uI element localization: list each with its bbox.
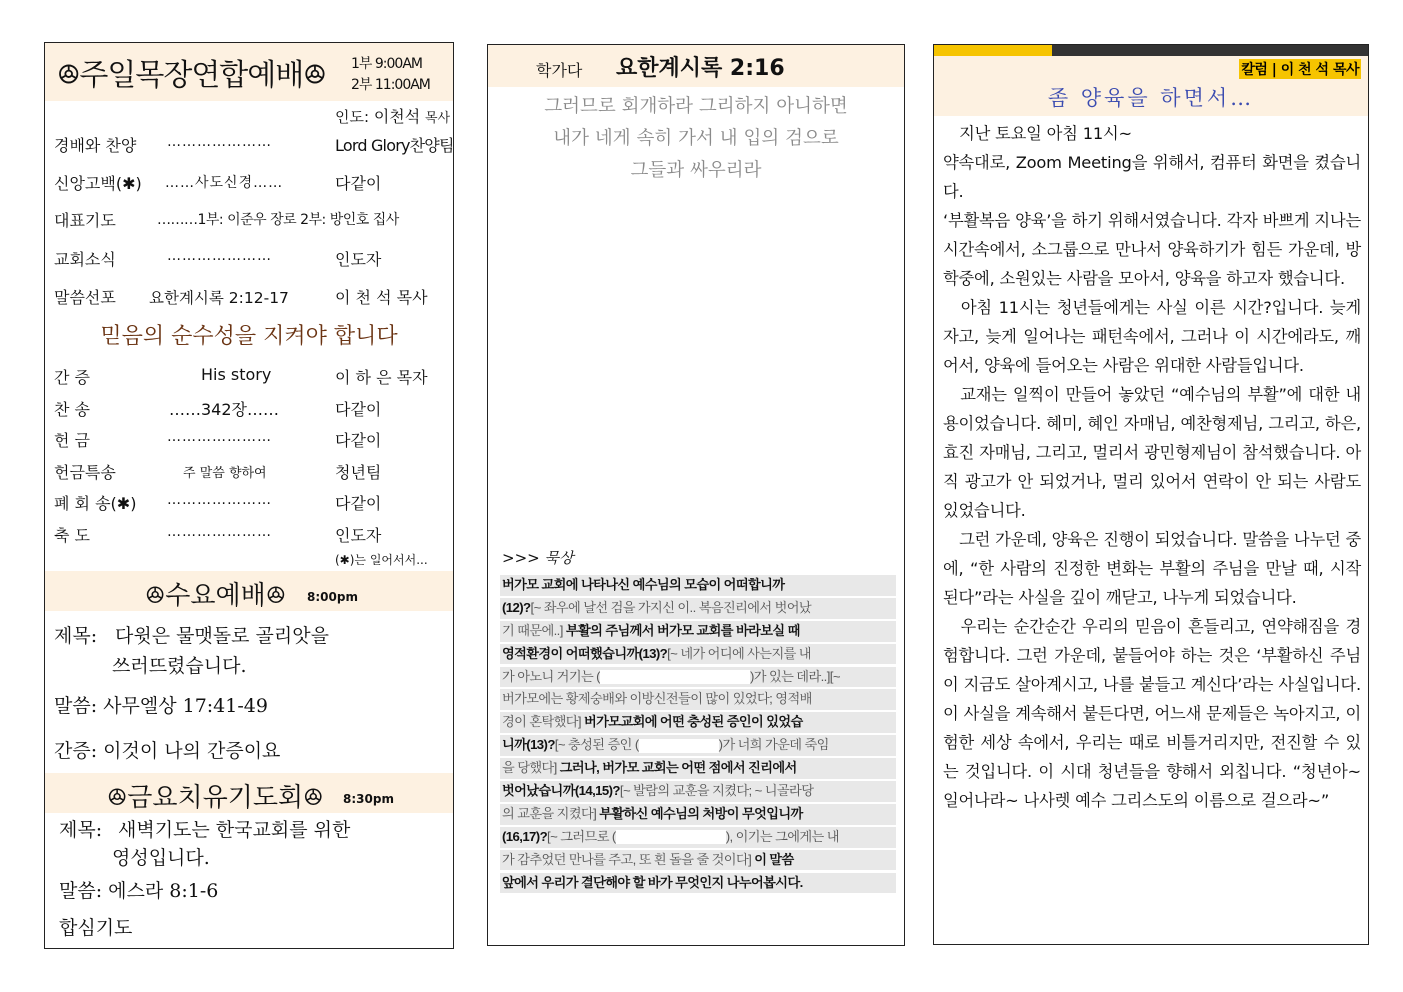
column-paragraph: 그런 가운데, 양육은 진행이 되었습니다. 말씀을 나누던 중에, “한 사람의 진정한 변화는 부활의 주님을 만날 때, 시작 된다”라는 사실을 깊이 깨닫고, 나누게 되었습니다. [943,530,1361,607]
order-middle: ………………… [167,492,272,508]
friday-subject-label: 제목: [59,819,103,841]
answer-blank [616,830,726,844]
meditation-text-run: 니까(13)? [502,737,555,753]
order-middle: ………………… [167,429,272,445]
column-header [934,56,1368,116]
verse-header [488,45,904,87]
order-label: 축 도 [54,526,90,545]
meditation-line [500,827,896,848]
order-right: 청년팀 [335,463,382,482]
verse-line: 그러므로 회개하라 그리하지 아니하면 [544,96,848,117]
order-middle: ……342장…… [169,400,279,419]
meditation-line [500,758,896,779]
meditation-line [500,621,896,642]
order-label: 간 증 [54,368,90,387]
friday-subject-line2: 영성입니다. [112,847,210,869]
meditation-text-run: [~ 충성된 증인 ( [554,737,639,753]
order-right: 다같이 [335,400,382,419]
meditation-line [500,735,896,756]
meditation-text [500,575,896,895]
meditation-text-run: 기 때문에..] [502,622,566,638]
meditation-line [500,667,896,688]
order-label: 교회소식 [54,250,116,269]
order-label: 대표기도 [54,211,116,230]
order-middle: ………………… [167,248,272,264]
wednesday-subject-line2: 쓰러뜨렸습니다. [112,655,247,677]
meditation-text-run: 경이 혼탁했다] [502,714,585,730]
meditation-text-run: 그러나, 버가모 교회는 어떤 점에서 진리에서 [559,760,797,776]
meditation-line [500,598,896,619]
order-right: 인도자 [335,250,382,269]
meditation-text-run: 의 교훈을 지켰다] [502,805,600,821]
meditation-text-run: [~ 발람의 교훈을 지켰다; ~ 니골라당 [619,783,814,799]
bible-study-panel [487,44,905,946]
meditation-text-run: 버가모에는 황제숭배와 이방신전들이 많이 있었다; 영적배 [502,691,812,707]
verse-line: 내가 네게 속히 가서 내 입의 검으로 [553,128,839,149]
meditation-line [500,575,896,596]
meditation-line [500,712,896,733]
meditation-text-run: 부활의 주님께서 버가모 교회를 바라보실 때 [565,622,800,638]
order-right: 인도자 [335,526,382,545]
order-label: 경배와 찬양 [54,136,137,155]
column-title: 좀 양육을 하면서… [1047,86,1255,110]
wednesday-subject-line1: 다윗은 물맷돌로 골리앗을 [115,625,329,647]
order-label: 찬 송 [54,400,90,419]
answer-blank [639,739,719,753]
meditation-line [500,804,896,825]
main-service-header [45,43,453,101]
meditation-text-run: 앞에서 우리가 결단해야 할 바가 무엇인지 나누어봅시다. [502,874,803,890]
wednesday-testimony: 간증: 이것이 나의 간증이요 [54,740,281,762]
meditation-text-run: (12)? [502,599,531,615]
friday-scripture: 말씀: 에스라 8:1-6 [59,880,219,902]
meditation-text-run: [~ 그러므로 ( [547,828,616,844]
order-right: 다같이 [335,431,382,450]
verse-line: 그들과 싸우리라 [630,160,762,181]
column-paragraph: 아침 11시는 청년들에게는 사실 이른 시간?입니다. 늦게 자고, 늦게 일어나는 패턴속에서, 그러나 이 시간에라도, 깨어서, 양육에 들어오는 사람은 위대한 사람들입니다. [943,298,1361,375]
meditation-text-run: 이 말씀 [754,851,794,867]
order-label: 헌금특송 [54,463,116,482]
dark-bar [1052,45,1368,56]
order-middle: His story [201,365,272,384]
meditation-text-run: 가 감추었던 만나를 주고, 또 흰 돌을 줄 것이다] [502,851,755,867]
leader-title: 목사 [424,111,451,126]
leader-line [335,104,450,127]
order-right: 다같이 [335,174,382,193]
order-middle: ………………… [167,524,272,540]
meditation-text-run: 을 당했다] [502,760,560,776]
column-paragraph: 약속대로, Zoom Meeting을 위해서, 컴퓨터 화면을 켰습니다. [943,153,1361,201]
wednesday-title: ꔮ수요예배ꔮ [145,581,287,611]
friday-title: ꔮ금요치유기도회ꔮ [107,783,324,813]
wednesday-scripture: 말씀: 사무엘상 17:41-49 [54,695,268,717]
service-time-2: 2부 11:00AM [351,77,430,93]
order-right: 이 하 은 목자 [335,368,428,387]
meditation-text-run: [~ 좌우에 날선 검을 가지신 이.. 복음진리에서 벗어났 [530,599,812,615]
answer-blank [600,670,750,684]
order-label: 폐 회 송(✱) [54,494,137,513]
column-label: 칼럼 | 이 천 석 목사 [1239,59,1361,79]
column-panel [933,44,1369,945]
sermon-title: 믿음의 순수성을 지켜야 합니다 [100,324,398,349]
meditation-text-run: 가 아노니 거기는 ( [502,668,600,684]
friday-header [45,773,453,813]
meditation-line [500,850,896,871]
meditation-text-run: [~ 네가 어디에 사는지를 내 [667,645,811,661]
wednesday-time: 8:00pm [307,590,358,604]
accent-bar [934,45,1052,56]
main-service-title: ꔮ주일목장연합예배ꔮ [57,58,326,93]
meditation-line [500,644,896,665]
leader-label: 인도: [335,108,370,126]
worship-order-panel [44,42,454,949]
meditation-line [500,689,896,710]
column-paragraph: 교재는 일찍이 만들어 놓았던 “예수님의 부활”에 대한 내용이었습니다. 혜미, 혜인 자매님, 예찬형제님, 그리고, 하은, 효진 자매님, 그리고, 멀리서 광민형제님이 참석했습니다. 아직 광고가 안 되었거나, 멀리 있어서 연락이 안 되는 사람도 있었습니다. [943,385,1361,520]
meditation-text-run: )가 너희 가운데 죽임 [718,737,829,753]
column-paragraph: ‘부활복음 양육’을 하기 위해서였습니다. 각자 바쁘게 지나는 시간속에서, 소그룹으로 만나서 양육하기가 힘든 가운데, 방학중에, 소원있는 사람을 모아서, 양육을 하고자 했습니다. [943,211,1361,288]
friday-subject-line1: 새벽기도는 한국교회를 위한 [118,819,351,841]
verse-label: 학가다 [536,61,583,80]
meditation-line [500,873,896,894]
order-right: 다같이 [335,494,382,513]
meditation-text-run: 영적환경이 어떠했습니까(13)? [502,645,668,661]
order-label: 신앙고백(✱) [54,174,142,193]
column-body [943,119,1361,815]
order-middle: ………………… [167,134,272,150]
meditation-text-run: 벗어났습니까(14,15)? [502,783,620,799]
wednesday-subject-label: 제목: [54,625,98,647]
order-label: 말씀선포 [54,288,116,307]
verse-reference: 요한계시록 2:16 [616,56,785,81]
meditation-text-run: )가 있는 데라..][~ [749,668,840,684]
order-middle: 주 말씀 향하여 [183,466,267,481]
column-paragraph: 우리는 순간순간 우리의 믿음이 흔들리고, 연약해짐을 경험합니다. 그런 가운데, 붙들어야 하는 것은 ‘부활하신 주님이 지금도 살아계시고, 나를 붙들고 계신다’라는 사실입니다. 이 사실을 계속해서 붙든다면, 어느새 문제들은 녹아지고, 이 험한 세상 속에서, 우리는 때로 비틀거리지만, 전진할 수 있는 것입니다. 이 시대 청년들을 향해서 외칩니다. “청년아~ 일어나라~ 나사렛 예수 그리스도의 이름으로 걸으라~” [943,617,1361,810]
order-right: Lord Glory찬양팀 [335,136,454,155]
wednesday-header [45,571,453,611]
column-paragraph: 지난 토요일 아침 11시~ [943,124,1132,143]
order-middle: ……사도신경…… [165,175,284,191]
meditation-text-run: (16,17)? [502,828,548,844]
meditation-text-run: 버가모교회에 어떤 충성된 증인이 있었습 [584,714,803,730]
meditation-text-run: ), 이기는 그에게는 내 [725,828,839,844]
order-right: 이 천 석 목사 [335,288,428,307]
standing-note: (✱)는 일어서서... [335,553,428,567]
meditation-text-run: 부활하신 예수님의 처방이 무엇입니까 [599,805,803,821]
friday-closing: 합심기도 [59,917,133,939]
meditation-text-run: 버가모 교회에 나타나신 예수님의 모습이 어떠합니까 [502,577,785,592]
meditation-heading: >>> 묵상 [502,549,574,567]
friday-time: 8:30pm [343,792,394,806]
leader-name: 이천석 [373,107,421,126]
meditation-line [500,781,896,802]
order-label: 헌 금 [54,431,90,450]
service-time-1: 1부 9:00AM [351,56,422,72]
order-middle: 요한계시록 2:12-17 [149,289,289,307]
order-middle: ………1부: 이준우 장로 2부: 방인호 집사 [157,212,399,228]
